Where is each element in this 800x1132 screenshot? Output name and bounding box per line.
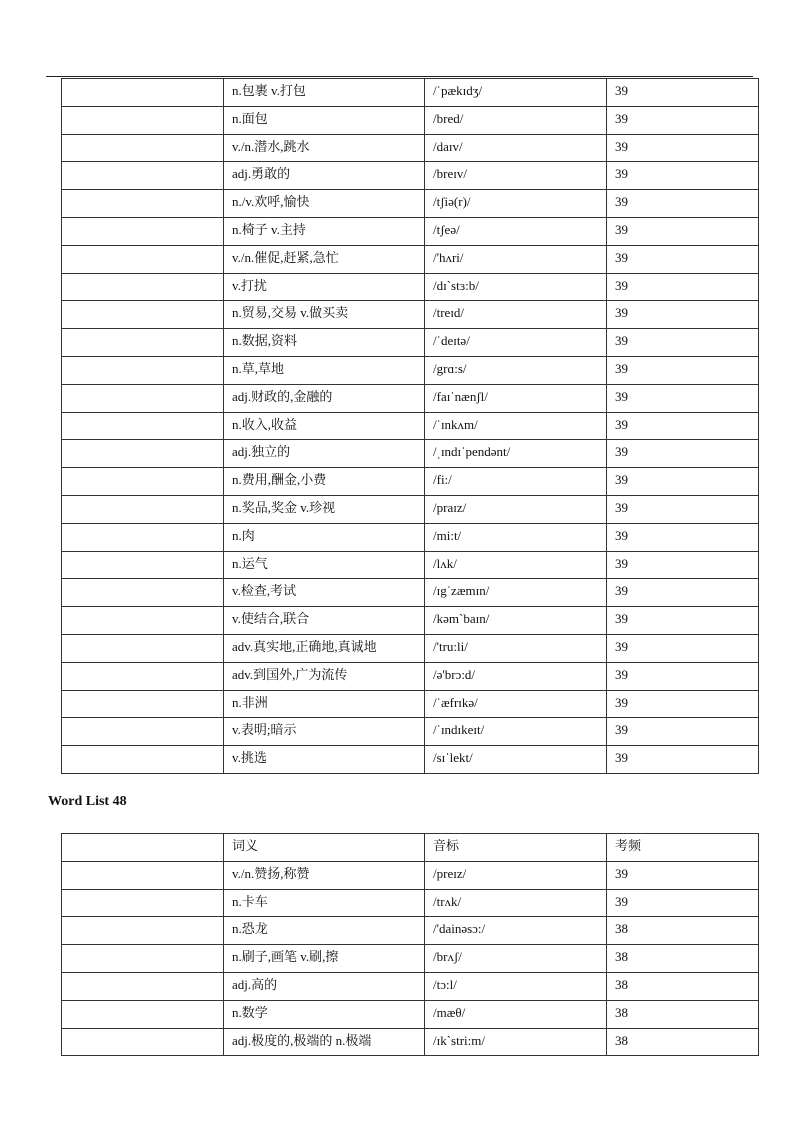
- phonetic-cell: [425, 718, 607, 746]
- table-row: [62, 384, 759, 412]
- table-body: [62, 79, 759, 774]
- table-row: [62, 356, 759, 384]
- frequency-text: 39: [615, 722, 628, 738]
- meaning-cell: [224, 551, 425, 579]
- meaning-cell: [224, 245, 425, 273]
- table-row: [62, 523, 759, 551]
- phonetic-text: /breɪv/: [433, 166, 467, 182]
- phonetic-text: /preɪz/: [433, 865, 467, 881]
- frequency-text: 39: [615, 388, 628, 404]
- meaning-text: n.数据,资料: [232, 333, 298, 349]
- phonetic-cell: [425, 245, 607, 273]
- meaning-text: adj.高的: [232, 976, 278, 992]
- phonetic-cell: [425, 384, 607, 412]
- table-row: [62, 690, 759, 718]
- phonetic-cell: [425, 106, 607, 134]
- frequency-cell: [607, 690, 759, 718]
- table-row: [62, 217, 759, 245]
- phonetic-text: /fi:/: [433, 472, 452, 488]
- meaning-cell: [224, 217, 425, 245]
- meaning-text: n.恐龙: [232, 921, 268, 937]
- table-header-row: [62, 834, 759, 862]
- frequency-cell: [607, 106, 759, 134]
- frequency-cell: [607, 1000, 759, 1028]
- meaning-text: v.表明;暗示: [232, 722, 297, 738]
- table-row: [62, 551, 759, 579]
- frequency-text: 38: [615, 1032, 628, 1048]
- frequency-text: 39: [615, 277, 628, 293]
- table-row: [62, 607, 759, 635]
- meaning-text: n.贸易,交易 v.做买卖: [232, 305, 349, 321]
- phonetic-text: /sɪˈlekt/: [433, 750, 473, 766]
- word-cell: [62, 634, 224, 662]
- frequency-cell: [607, 245, 759, 273]
- phonetic-text: /daɪv/: [433, 138, 463, 154]
- word-cell: [62, 1028, 224, 1056]
- meaning-text: n.奖品,奖金 v.珍视: [232, 499, 336, 515]
- table-row: [62, 79, 759, 107]
- meaning-text: adv.到国外,广为流传: [232, 666, 348, 682]
- meaning-cell: [224, 273, 425, 301]
- frequency-text: 39: [615, 138, 628, 154]
- frequency-cell: [607, 468, 759, 496]
- frequency-cell: [607, 945, 759, 973]
- meaning-text: v.检查,考试: [232, 583, 297, 599]
- meaning-cell: [224, 889, 425, 917]
- phonetic-cell: [425, 495, 607, 523]
- word-cell: [62, 718, 224, 746]
- header-phonetic-cell: [425, 834, 607, 862]
- table-row: [62, 746, 759, 774]
- phonetic-cell: [425, 917, 607, 945]
- frequency-text: 39: [615, 694, 628, 710]
- phonetic-text: /treɪd/: [433, 305, 465, 321]
- meaning-cell: [224, 1000, 425, 1028]
- meaning-cell: [224, 106, 425, 134]
- meaning-cell: [224, 690, 425, 718]
- table-row: [62, 662, 759, 690]
- frequency-cell: [607, 134, 759, 162]
- meaning-cell: [224, 384, 425, 412]
- frequency-text: 39: [615, 110, 628, 126]
- phonetic-cell: [425, 1000, 607, 1028]
- phonetic-cell: [425, 889, 607, 917]
- meaning-text: n.包裹 v.打包: [232, 83, 306, 98]
- phonetic-cell: [425, 134, 607, 162]
- meaning-cell: [224, 356, 425, 384]
- table-row: [62, 106, 759, 134]
- phonetic-cell: [425, 690, 607, 718]
- frequency-cell: [607, 662, 759, 690]
- frequency-text: 39: [615, 750, 628, 766]
- frequency-text: 39: [615, 666, 628, 682]
- phonetic-cell: [425, 551, 607, 579]
- word-cell: [62, 412, 224, 440]
- header-phonetic: 音标: [433, 838, 460, 853]
- table-row: [62, 579, 759, 607]
- vocab-table-word-list-48: [61, 833, 759, 1056]
- phonetic-text: /ˌɪndɪˈpendənt/: [433, 444, 511, 460]
- meaning-text: n.非洲: [232, 694, 268, 710]
- phonetic-cell: [425, 746, 607, 774]
- meaning-text: n.收入,收益: [232, 416, 298, 432]
- phonetic-cell: [425, 329, 607, 357]
- frequency-cell: [607, 1028, 759, 1056]
- frequency-text: 39: [615, 249, 628, 265]
- frequency-cell: [607, 217, 759, 245]
- word-cell: [62, 245, 224, 273]
- meaning-cell: [224, 329, 425, 357]
- table-row: [62, 1028, 759, 1056]
- word-cell: [62, 945, 224, 973]
- meaning-text: v./n.赞扬,称赞: [232, 865, 310, 881]
- phonetic-text: /ɪgˈzæmɪn/: [433, 583, 490, 599]
- meaning-cell: [224, 607, 425, 635]
- word-cell: [62, 106, 224, 134]
- frequency-text: 39: [615, 555, 628, 571]
- frequency-text: 39: [615, 416, 628, 432]
- phonetic-text: /mæθ/: [433, 1004, 466, 1020]
- phonetic-cell: [425, 523, 607, 551]
- frequency-cell: [607, 718, 759, 746]
- frequency-text: 39: [615, 472, 628, 488]
- section-heading: Word List 48: [48, 794, 127, 809]
- frequency-text: 39: [615, 360, 628, 376]
- word-cell: [62, 746, 224, 774]
- meaning-cell: [224, 162, 425, 190]
- phonetic-text: /trʌk/: [433, 893, 462, 909]
- frequency-cell: [607, 634, 759, 662]
- phonetic-text: /ə'brɔ:d/: [433, 666, 476, 682]
- phonetic-cell: [425, 301, 607, 329]
- frequency-cell: [607, 917, 759, 945]
- frequency-cell: [607, 190, 759, 218]
- table-row: [62, 718, 759, 746]
- meaning-cell: [224, 134, 425, 162]
- word-cell: [62, 329, 224, 357]
- phonetic-cell: [425, 634, 607, 662]
- meaning-text: n./v.欢呼,愉快: [232, 194, 310, 210]
- meaning-cell: [224, 634, 425, 662]
- word-cell: [62, 356, 224, 384]
- table-row: [62, 440, 759, 468]
- phonetic-text: /mi:t/: [433, 527, 462, 543]
- phonetic-cell: [425, 579, 607, 607]
- phonetic-text: /'hʌri/: [433, 249, 464, 265]
- frequency-text: 39: [615, 499, 628, 515]
- meaning-cell: [224, 861, 425, 889]
- word-cell: [62, 301, 224, 329]
- meaning-cell: [224, 718, 425, 746]
- phonetic-cell: [425, 945, 607, 973]
- meaning-text: n.刷子,画笔 v.刷,擦: [232, 949, 339, 965]
- meaning-cell: [224, 1028, 425, 1056]
- phonetic-cell: [425, 607, 607, 635]
- meaning-cell: [224, 495, 425, 523]
- table-row: [62, 245, 759, 273]
- table-row: [62, 162, 759, 190]
- frequency-cell: [607, 79, 759, 107]
- word-cell: [62, 273, 224, 301]
- meaning-cell: [224, 579, 425, 607]
- word-cell: [62, 190, 224, 218]
- meaning-cell: [224, 523, 425, 551]
- meaning-text: v.打扰: [232, 277, 267, 293]
- frequency-text: 39: [615, 194, 628, 210]
- phonetic-cell: [425, 972, 607, 1000]
- meaning-text: adv.真实地,正确地,真诚地: [232, 638, 377, 654]
- table-row: [62, 917, 759, 945]
- frequency-cell: [607, 579, 759, 607]
- phonetic-text: /dɪˋstɜ:b/: [433, 277, 479, 293]
- header-meaning-cell: [224, 834, 425, 862]
- meaning-cell: [224, 190, 425, 218]
- frequency-text: 39: [615, 444, 628, 460]
- table-row: [62, 190, 759, 218]
- frequency-cell: [607, 356, 759, 384]
- phonetic-text: /ɪkˋstri:m/: [433, 1032, 485, 1048]
- word-cell: [62, 468, 224, 496]
- meaning-text: adj.勇敢的: [232, 166, 291, 182]
- word-cell: [62, 79, 224, 107]
- meaning-cell: [224, 79, 425, 107]
- phonetic-cell: [425, 356, 607, 384]
- meaning-text: n.数学: [232, 1004, 268, 1020]
- word-cell: [62, 495, 224, 523]
- top-rule: [46, 76, 753, 77]
- table-row: [62, 412, 759, 440]
- meaning-text: n.费用,酬金,小费: [232, 472, 327, 488]
- phonetic-text: /ˈdeɪtə/: [433, 333, 470, 349]
- phonetic-cell: [425, 412, 607, 440]
- phonetic-text: /grɑ:s/: [433, 360, 467, 376]
- meaning-text: v./n.催促,赶紧,急忙: [232, 249, 339, 265]
- frequency-cell: [607, 273, 759, 301]
- table-row: [62, 329, 759, 357]
- phonetic-text: /ˈæfrɪkə/: [433, 694, 478, 710]
- word-cell: [62, 384, 224, 412]
- header-word-cell: [62, 834, 224, 862]
- frequency-text: 39: [615, 865, 628, 881]
- table-row: [62, 301, 759, 329]
- frequency-cell: [607, 162, 759, 190]
- frequency-text: 39: [615, 583, 628, 599]
- frequency-cell: [607, 889, 759, 917]
- phonetic-text: /bred/: [433, 110, 464, 126]
- meaning-cell: [224, 412, 425, 440]
- meaning-text: v.使结合,联合: [232, 611, 310, 627]
- vocab-table-continued: [61, 78, 759, 774]
- phonetic-text: /ˈɪndɪkeɪt/: [433, 722, 485, 738]
- phonetic-cell: [425, 273, 607, 301]
- phonetic-text: /faɪˈnænʃl/: [433, 388, 488, 404]
- frequency-cell: [607, 861, 759, 889]
- meaning-cell: [224, 972, 425, 1000]
- meaning-text: adj.极度的,极端的 n.极端: [232, 1032, 372, 1048]
- table-row: [62, 972, 759, 1000]
- word-cell: [62, 579, 224, 607]
- phonetic-cell: [425, 440, 607, 468]
- phonetic-text: /tɔ:l/: [433, 976, 457, 992]
- word-cell: [62, 662, 224, 690]
- word-cell: [62, 889, 224, 917]
- frequency-text: 39: [615, 166, 628, 182]
- table-row: [62, 945, 759, 973]
- phonetic-text: /tʃeə/: [433, 221, 460, 237]
- meaning-cell: [224, 746, 425, 774]
- meaning-cell: [224, 662, 425, 690]
- frequency-text: 39: [615, 611, 628, 627]
- frequency-cell: [607, 301, 759, 329]
- header-meaning: 词义: [232, 838, 259, 853]
- word-cell: [62, 440, 224, 468]
- word-cell: [62, 217, 224, 245]
- meaning-text: n.肉: [232, 527, 255, 543]
- phonetic-text: /ˈpækɪdʒ/: [433, 83, 483, 98]
- frequency-cell: [607, 523, 759, 551]
- table-body: [62, 834, 759, 1056]
- table-row: [62, 495, 759, 523]
- phonetic-text: /ˈɪnkʌm/: [433, 416, 478, 432]
- header-frequency: 考频: [615, 838, 642, 853]
- frequency-cell: [607, 440, 759, 468]
- table-row: [62, 889, 759, 917]
- frequency-cell: [607, 607, 759, 635]
- meaning-text: adj.独立的: [232, 444, 291, 460]
- frequency-cell: [607, 551, 759, 579]
- word-cell: [62, 972, 224, 1000]
- meaning-text: n.运气: [232, 555, 268, 571]
- phonetic-cell: [425, 79, 607, 107]
- table-row: [62, 1000, 759, 1028]
- frequency-text: 39: [615, 83, 628, 98]
- phonetic-text: /kəmˋbaɪn/: [433, 611, 490, 627]
- frequency-text: 39: [615, 333, 628, 349]
- word-cell: [62, 861, 224, 889]
- word-cell: [62, 523, 224, 551]
- word-cell: [62, 1000, 224, 1028]
- table-row: [62, 273, 759, 301]
- frequency-cell: [607, 495, 759, 523]
- table-row: [62, 468, 759, 496]
- phonetic-text: /tʃiə(r)/: [433, 194, 471, 210]
- frequency-text: 38: [615, 976, 628, 992]
- frequency-text: 39: [615, 221, 628, 237]
- meaning-cell: [224, 301, 425, 329]
- frequency-text: 39: [615, 893, 628, 909]
- frequency-cell: [607, 412, 759, 440]
- meaning-text: v./n.潜水,跳水: [232, 138, 310, 154]
- word-cell: [62, 917, 224, 945]
- frequency-cell: [607, 972, 759, 1000]
- meaning-cell: [224, 945, 425, 973]
- phonetic-text: /'dainəsɔ:/: [433, 921, 486, 937]
- frequency-cell: [607, 329, 759, 357]
- frequency-cell: [607, 384, 759, 412]
- frequency-text: 39: [615, 638, 628, 654]
- word-cell: [62, 134, 224, 162]
- table-row: [62, 634, 759, 662]
- meaning-cell: [224, 468, 425, 496]
- word-cell: [62, 162, 224, 190]
- frequency-text: 39: [615, 527, 628, 543]
- phonetic-cell: [425, 162, 607, 190]
- meaning-text: n.椅子 v.主持: [232, 221, 306, 237]
- meaning-cell: [224, 440, 425, 468]
- word-cell: [62, 690, 224, 718]
- frequency-text: 39: [615, 305, 628, 321]
- phonetic-text: /praɪz/: [433, 499, 467, 515]
- word-cell: [62, 607, 224, 635]
- header-frequency-cell: [607, 834, 759, 862]
- phonetic-cell: [425, 190, 607, 218]
- table-row: [62, 134, 759, 162]
- phonetic-text: /'tru:li/: [433, 638, 468, 654]
- word-cell: [62, 551, 224, 579]
- frequency-text: 38: [615, 921, 628, 937]
- phonetic-cell: [425, 217, 607, 245]
- frequency-text: 38: [615, 1004, 628, 1020]
- phonetic-text: /lʌk/: [433, 555, 457, 571]
- meaning-cell: [224, 917, 425, 945]
- meaning-text: n.草,草地: [232, 360, 285, 376]
- phonetic-cell: [425, 662, 607, 690]
- phonetic-cell: [425, 1028, 607, 1056]
- phonetic-cell: [425, 468, 607, 496]
- meaning-text: adj.财政的,金融的: [232, 388, 333, 404]
- frequency-cell: [607, 746, 759, 774]
- phonetic-text: /brʌʃ/: [433, 949, 462, 965]
- phonetic-cell: [425, 861, 607, 889]
- meaning-text: v.挑选: [232, 750, 267, 766]
- meaning-text: n.卡车: [232, 893, 268, 909]
- meaning-text: n.面包: [232, 110, 268, 126]
- table-row: [62, 861, 759, 889]
- frequency-text: 38: [615, 949, 628, 965]
